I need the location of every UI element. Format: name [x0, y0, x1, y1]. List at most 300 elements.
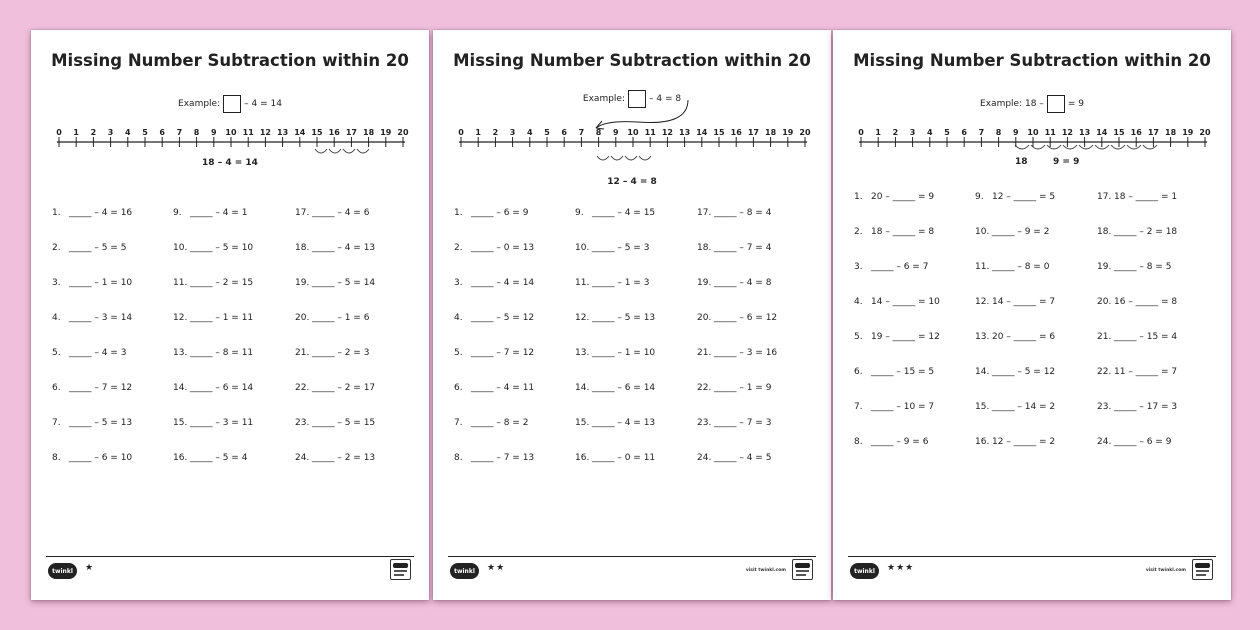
question-equation: _____ – 10 = 7 [871, 402, 935, 412]
question-equation: _____ – 9 = 2 [992, 227, 1050, 237]
number-line-label: 7 [578, 128, 585, 137]
question-number: 11. [173, 278, 188, 288]
question-item[interactable] [975, 437, 1055, 447]
question-equation: 14 – _____ = 7 [992, 297, 1056, 307]
question-number: 17. [295, 208, 310, 218]
example-equation: – 4 = 14 [244, 99, 282, 109]
question-item[interactable] [575, 278, 649, 288]
question-number: 12. [975, 297, 990, 307]
number-line-label: 18 [765, 128, 777, 137]
question-item[interactable] [697, 313, 777, 323]
number-line-label: 3 [509, 128, 516, 137]
number-line-label: 2 [90, 128, 97, 137]
example-equation: = 9 [1067, 99, 1084, 109]
question-equation: _____ – 0 = 13 [471, 243, 535, 253]
question-equation: 20 – _____ = 9 [871, 192, 935, 202]
number-line-label: 18 [363, 128, 375, 137]
question-equation: _____ – 4 = 5 [714, 453, 772, 463]
worksheet-3-star [833, 30, 1231, 600]
question-equation: 18 – _____ = 1 [1114, 192, 1178, 202]
question-number: 8. [52, 453, 61, 463]
question-number: 1. [854, 192, 863, 202]
question-equation: _____ – 4 = 13 [312, 243, 376, 253]
number-line-label: 12 [1061, 128, 1073, 137]
question-item[interactable] [975, 192, 1055, 202]
number-line-label: 19 [380, 128, 392, 137]
question-item[interactable] [575, 243, 649, 253]
number-line-label: 8 [193, 128, 200, 137]
question-item[interactable] [697, 243, 771, 253]
number-line-label: 3 [107, 128, 114, 137]
hop-arrows [595, 154, 665, 166]
number-line-label: 15 [311, 128, 323, 137]
question-equation: _____ – 6 = 7 [871, 262, 929, 272]
question-number: 17. [697, 208, 712, 218]
question-item[interactable] [854, 437, 928, 447]
question-number: 14. [575, 383, 590, 393]
question-equation: _____ – 4 = 11 [471, 383, 535, 393]
question-equation: _____ – 5 = 15 [312, 418, 376, 428]
question-number: 15. [975, 402, 990, 412]
question-number: 18. [1097, 227, 1112, 237]
number-line-label: 11 [1044, 128, 1056, 137]
number-line-label: 5 [544, 128, 550, 137]
question-item[interactable] [1097, 297, 1177, 307]
question-number: 19. [697, 278, 712, 288]
question-number: 14. [173, 383, 188, 393]
question-item[interactable] [295, 383, 375, 393]
question-item[interactable] [697, 453, 771, 463]
question-equation: _____ – 5 = 4 [190, 453, 248, 463]
footer-rule [46, 556, 414, 557]
question-item[interactable] [454, 278, 534, 288]
site-link[interactable]: visit twinkl.com [1145, 568, 1186, 573]
example-missing-box [223, 95, 241, 113]
question-equation: _____ – 5 = 12 [992, 367, 1056, 377]
question-equation: _____ – 6 = 10 [69, 453, 133, 463]
number-line-label: 20 [1199, 128, 1211, 137]
question-number: 10. [975, 227, 990, 237]
number-line-label: 7 [176, 128, 183, 137]
question-equation: _____ – 8 = 5 [1114, 262, 1172, 272]
question-item[interactable] [454, 243, 534, 253]
number-line-label: 13 [1079, 128, 1091, 137]
question-equation: _____ – 5 = 12 [471, 313, 535, 323]
question-item[interactable] [454, 313, 534, 323]
question-item[interactable] [854, 367, 934, 377]
question-item[interactable] [1097, 262, 1171, 272]
question-number: 10. [575, 243, 590, 253]
question-number: 1. [52, 208, 61, 218]
question-equation: _____ – 4 = 8 [714, 278, 772, 288]
question-item[interactable] [854, 402, 934, 412]
number-line-label: 17 [747, 128, 759, 137]
question-number: 21. [1097, 332, 1112, 342]
site-link[interactable]: visit twinkl.com [745, 568, 786, 573]
twinkl-logo: twinkl [450, 563, 479, 579]
question-number: 12. [575, 313, 590, 323]
question-item[interactable] [52, 208, 132, 218]
worksheet-title: Missing Number Subtraction within 20 [853, 51, 1211, 70]
question-number: 23. [295, 418, 310, 428]
question-item[interactable] [173, 243, 253, 253]
question-item[interactable] [1097, 192, 1177, 202]
number-line-label: 17 [1147, 128, 1159, 137]
number-line [457, 126, 809, 156]
question-item[interactable] [975, 332, 1055, 342]
question-item[interactable] [854, 262, 928, 272]
question-number: 9. [975, 192, 984, 202]
difficulty-stars: ★★ [487, 563, 506, 573]
example-row [833, 93, 1231, 115]
question-number: 15. [575, 418, 590, 428]
question-item[interactable] [975, 367, 1055, 377]
number-line-label: 4 [927, 128, 933, 137]
number-line-label: 11 [242, 128, 254, 137]
question-equation: _____ – 6 = 14 [190, 383, 254, 393]
number-line-label: 2 [492, 128, 499, 137]
question-equation: _____ – 7 = 12 [69, 383, 133, 393]
number-line-label: 12 [661, 128, 673, 137]
number-line-label: 1 [875, 128, 881, 137]
twinkl-logo: twinkl [850, 563, 879, 579]
question-equation: _____ – 1 = 10 [592, 348, 656, 358]
question-number: 23. [1097, 402, 1112, 412]
question-number: 2. [52, 243, 61, 253]
number-line-label: 18 [1165, 128, 1177, 137]
question-item[interactable] [575, 453, 655, 463]
question-number: 22. [1097, 367, 1112, 377]
worked-answer-result: 9 = 9 [1053, 157, 1080, 167]
question-number: 5. [854, 332, 863, 342]
question-number: 22. [697, 383, 712, 393]
number-line-label: 14 [696, 128, 708, 137]
question-equation: _____ – 2 = 17 [312, 383, 376, 393]
worksheet-2-star [433, 30, 831, 600]
question-equation: _____ – 7 = 3 [714, 418, 772, 428]
question-number: 24. [1097, 437, 1112, 447]
question-number: 9. [575, 208, 584, 218]
question-number: 8. [454, 453, 463, 463]
number-line-label: 12 [259, 128, 271, 137]
question-number: 3. [854, 262, 863, 272]
question-item[interactable] [854, 192, 934, 202]
question-number: 14. [975, 367, 990, 377]
question-number: 13. [173, 348, 188, 358]
question-equation: 11 – _____ = 7 [1114, 367, 1178, 377]
number-line-label: 6 [159, 128, 165, 137]
example-missing-box [1047, 95, 1065, 113]
number-line-label: 0 [458, 128, 464, 137]
question-item[interactable] [173, 313, 253, 323]
question-equation: _____ – 4 = 13 [592, 418, 656, 428]
question-equation: 18 – _____ = 8 [871, 227, 935, 237]
worksheet-1-star [31, 30, 429, 600]
question-equation: _____ – 0 = 11 [592, 453, 656, 463]
difficulty-stars: ★ [85, 563, 95, 573]
question-item[interactable] [975, 297, 1055, 307]
question-item[interactable] [575, 383, 655, 393]
question-item[interactable] [854, 227, 934, 237]
question-number: 5. [454, 348, 463, 358]
question-number: 24. [295, 453, 310, 463]
question-number: 18. [697, 243, 712, 253]
question-item[interactable] [697, 208, 771, 218]
question-number: 21. [295, 348, 310, 358]
question-equation: _____ – 8 = 2 [471, 418, 529, 428]
question-equation: _____ – 1 = 6 [312, 313, 370, 323]
question-item[interactable] [173, 348, 253, 358]
question-equation: 12 – _____ = 5 [992, 192, 1056, 202]
question-number: 7. [52, 418, 61, 428]
number-line-label: 7 [978, 128, 985, 137]
question-equation: _____ – 4 = 1 [190, 208, 248, 218]
question-item[interactable] [697, 383, 771, 393]
question-item[interactable] [454, 348, 534, 358]
question-number: 6. [454, 383, 463, 393]
question-number: 4. [454, 313, 463, 323]
question-equation: _____ – 1 = 10 [69, 278, 133, 288]
question-item[interactable] [575, 418, 655, 428]
example-row [31, 93, 429, 115]
worked-answer: 12 – 4 = 8 [607, 177, 657, 187]
question-item[interactable] [454, 208, 528, 218]
question-number: 3. [52, 278, 61, 288]
question-number: 20. [1097, 297, 1112, 307]
question-number: 19. [1097, 262, 1112, 272]
question-equation: _____ – 4 = 3 [69, 348, 127, 358]
number-line-label: 17 [345, 128, 357, 137]
question-item[interactable] [52, 383, 132, 393]
question-equation: _____ – 15 = 5 [871, 367, 935, 377]
question-equation: _____ – 7 = 4 [714, 243, 772, 253]
question-number: 3. [454, 278, 463, 288]
question-number: 6. [854, 367, 863, 377]
question-item[interactable] [1097, 402, 1177, 412]
question-number: 16. [173, 453, 188, 463]
question-equation: _____ – 8 = 0 [992, 262, 1050, 272]
question-equation: _____ – 4 = 16 [69, 208, 133, 218]
question-item[interactable] [1097, 332, 1177, 342]
question-equation: _____ – 6 = 9 [1114, 437, 1172, 447]
question-equation: 14 – _____ = 10 [871, 297, 940, 307]
question-equation: _____ – 5 = 5 [69, 243, 127, 253]
question-number: 13. [575, 348, 590, 358]
question-equation: _____ – 7 = 12 [471, 348, 535, 358]
question-number: 24. [697, 453, 712, 463]
question-equation: _____ – 7 = 13 [471, 453, 535, 463]
question-equation: _____ – 2 = 3 [312, 348, 370, 358]
question-item[interactable] [575, 348, 655, 358]
example-label: Example: [178, 99, 221, 109]
number-line-label: 14 [1096, 128, 1108, 137]
question-item[interactable] [52, 313, 132, 323]
question-number: 19. [295, 278, 310, 288]
question-item[interactable] [295, 208, 369, 218]
question-item[interactable] [575, 313, 655, 323]
example-label: Example: [582, 94, 625, 104]
question-number: 2. [454, 243, 463, 253]
question-number: 11. [975, 262, 990, 272]
question-equation: _____ – 6 = 14 [592, 383, 656, 393]
number-line-label: 15 [713, 128, 725, 137]
number-line-label: 1 [475, 128, 481, 137]
question-equation: _____ – 17 = 3 [1114, 402, 1178, 412]
number-line-label: 10 [225, 128, 237, 137]
question-equation: _____ – 14 = 2 [992, 402, 1056, 412]
question-number: 4. [854, 297, 863, 307]
question-item[interactable] [52, 348, 126, 358]
number-line-label: 19 [1182, 128, 1194, 137]
question-item[interactable] [52, 418, 132, 428]
question-number: 2. [854, 227, 863, 237]
question-equation: _____ – 15 = 4 [1114, 332, 1178, 342]
question-item[interactable] [295, 278, 375, 288]
question-item[interactable] [173, 383, 253, 393]
question-equation: _____ – 4 = 15 [592, 208, 656, 218]
question-number: 11. [575, 278, 590, 288]
number-line-label: 0 [858, 128, 864, 137]
number-line-label: 6 [961, 128, 967, 137]
question-number: 5. [52, 348, 61, 358]
question-equation: _____ – 2 = 18 [1114, 227, 1178, 237]
question-equation: _____ – 2 = 13 [312, 453, 376, 463]
question-item[interactable] [295, 453, 375, 463]
question-number: 6. [52, 383, 61, 393]
question-item[interactable] [1097, 437, 1171, 447]
question-item[interactable] [575, 208, 655, 218]
number-line-label: 5 [944, 128, 950, 137]
question-number: 1. [454, 208, 463, 218]
number-line-label: 8 [595, 128, 602, 137]
question-number: 22. [295, 383, 310, 393]
question-number: 16. [575, 453, 590, 463]
question-item[interactable] [173, 418, 253, 428]
number-line-label: 16 [1130, 128, 1142, 137]
number-line-label: 9 [613, 128, 619, 137]
question-item[interactable] [173, 278, 253, 288]
questions-grid [52, 208, 412, 488]
question-equation: _____ – 1 = 3 [592, 278, 650, 288]
question-item[interactable] [173, 453, 247, 463]
question-equation: _____ – 3 = 14 [69, 313, 133, 323]
question-equation: _____ – 8 = 11 [190, 348, 254, 358]
question-equation: 19 – _____ = 12 [871, 332, 940, 342]
question-number: 12. [173, 313, 188, 323]
question-equation: _____ – 1 = 11 [190, 313, 254, 323]
question-item[interactable] [454, 383, 534, 393]
question-number: 15. [173, 418, 188, 428]
footer-rule [448, 556, 816, 557]
question-number: 21. [697, 348, 712, 358]
checked-badge-icon [792, 559, 813, 580]
number-line-label: 4 [527, 128, 533, 137]
worksheet-title: Missing Number Subtraction within 20 [453, 51, 811, 70]
footer-rule [848, 556, 1216, 557]
number-line-label: 11 [644, 128, 656, 137]
question-item[interactable] [697, 418, 771, 428]
question-item[interactable] [975, 262, 1049, 272]
question-number: 18. [295, 243, 310, 253]
hop-arrows [1013, 143, 1163, 155]
number-line-label: 14 [294, 128, 306, 137]
question-equation: 12 – _____ = 2 [992, 437, 1056, 447]
question-number: 23. [697, 418, 712, 428]
question-equation: _____ – 3 = 11 [190, 418, 254, 428]
question-number: 20. [697, 313, 712, 323]
question-item[interactable] [697, 278, 771, 288]
questions-grid [454, 208, 814, 488]
question-item[interactable] [454, 418, 528, 428]
question-item[interactable] [454, 453, 534, 463]
question-number: 8. [854, 437, 863, 447]
question-equation: _____ – 5 = 13 [592, 313, 656, 323]
question-item[interactable] [975, 402, 1055, 412]
question-item[interactable] [173, 208, 247, 218]
difficulty-stars: ★★★ [887, 563, 915, 573]
number-line-label: 9 [211, 128, 217, 137]
question-equation: _____ – 5 = 3 [592, 243, 650, 253]
number-line-label: 9 [1013, 128, 1019, 137]
number-line-label: 20 [799, 128, 811, 137]
questions-grid [854, 192, 1214, 472]
checked-badge-icon [1192, 559, 1213, 580]
worked-answer: 18 – 4 = 14 [202, 158, 258, 168]
question-item[interactable] [1097, 367, 1177, 377]
question-equation: _____ – 2 = 15 [190, 278, 254, 288]
number-line-label: 10 [1027, 128, 1039, 137]
question-item[interactable] [854, 297, 940, 307]
question-item[interactable] [854, 332, 940, 342]
question-item[interactable] [52, 453, 132, 463]
number-line-label: 13 [277, 128, 289, 137]
question-equation: _____ – 6 = 9 [471, 208, 529, 218]
question-equation: 16 – _____ = 8 [1114, 297, 1178, 307]
number-line-label: 6 [561, 128, 567, 137]
question-equation: _____ – 5 = 10 [190, 243, 254, 253]
question-item[interactable] [1097, 227, 1177, 237]
question-item[interactable] [295, 348, 369, 358]
question-item[interactable] [52, 243, 126, 253]
number-line-label: 0 [56, 128, 62, 137]
number-line-label: 15 [1113, 128, 1125, 137]
example-label: Example: 18 – [980, 99, 1044, 109]
number-line-label: 5 [142, 128, 148, 137]
number-line-label: 13 [679, 128, 691, 137]
question-item[interactable] [295, 313, 369, 323]
number-line-label: 16 [730, 128, 742, 137]
number-line-label: 16 [328, 128, 340, 137]
question-equation: _____ – 4 = 6 [312, 208, 370, 218]
question-equation: _____ – 4 = 14 [471, 278, 535, 288]
question-number: 10. [173, 243, 188, 253]
number-line-label: 3 [909, 128, 916, 137]
question-equation: _____ – 5 = 14 [312, 278, 376, 288]
number-line-label: 10 [627, 128, 639, 137]
question-equation: _____ – 3 = 16 [714, 348, 778, 358]
question-item[interactable] [697, 348, 777, 358]
question-item[interactable] [52, 278, 132, 288]
question-item[interactable] [295, 418, 375, 428]
question-number: 17. [1097, 192, 1112, 202]
question-number: 16. [975, 437, 990, 447]
number-line-label: 4 [125, 128, 131, 137]
question-item[interactable] [975, 227, 1049, 237]
question-item[interactable] [295, 243, 375, 253]
number-line-label: 1 [73, 128, 79, 137]
question-equation: _____ – 1 = 9 [714, 383, 772, 393]
question-number: 7. [854, 402, 863, 412]
